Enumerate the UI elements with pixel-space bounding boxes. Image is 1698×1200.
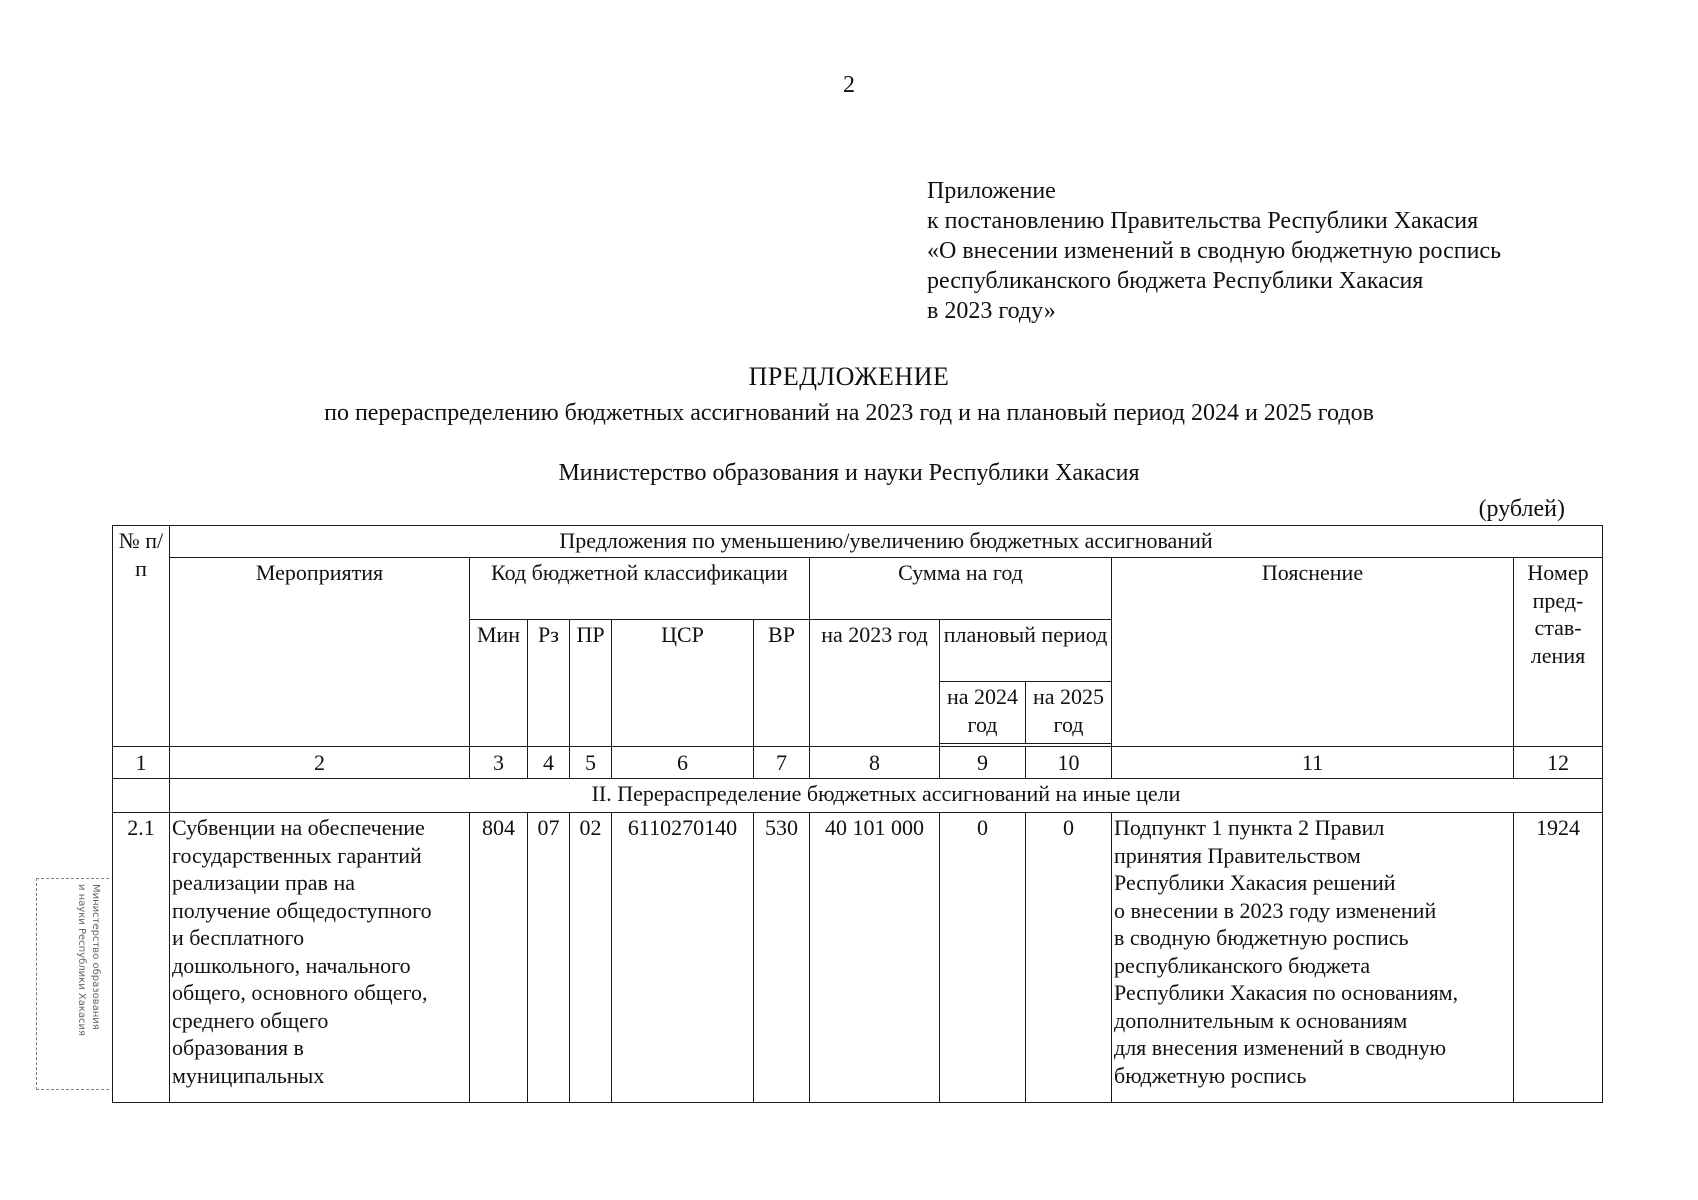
column-number: 8 — [810, 747, 940, 779]
column-number: 3 — [470, 747, 528, 779]
row-rz: 07 — [528, 813, 570, 1103]
column-number: 2 — [170, 747, 470, 779]
header-sum: Сумма на год — [810, 558, 1112, 620]
row-min: 804 — [470, 813, 528, 1103]
allocation-table — [112, 525, 1603, 1103]
row-rep-number: 1924 — [1514, 813, 1603, 1103]
units-label: (рублей) — [1478, 496, 1565, 522]
row-2023: 40 101 000 — [810, 813, 940, 1103]
column-number: 9 — [940, 747, 1026, 779]
appendix-line: Приложение — [927, 178, 1056, 204]
row-measure: Субвенции на обеспечение государственных гарантий реализации прав на получение общедоступного и бесплатного дошкольного, начального общего, основного общего, среднего общего образования в муниципальных — [170, 813, 470, 1103]
row-2024: 0 — [940, 813, 1026, 1103]
header-rep-number: Номер пред-став-ления — [1514, 558, 1603, 747]
header-code: Код бюджетной классификации — [470, 558, 810, 620]
column-number: 7 — [754, 747, 810, 779]
header-vr: ВР — [754, 620, 810, 747]
row-vr: 530 — [754, 813, 810, 1103]
row-csr: 6110270140 — [612, 813, 754, 1103]
column-number: 5 — [570, 747, 612, 779]
page-number: 2 — [843, 72, 855, 98]
appendix-line: республиканского бюджета Республики Хакасия — [927, 268, 1424, 294]
header-2025: на 2025 год — [1026, 682, 1112, 744]
ministry-name: Министерство образования и науки Республики Хакасия — [558, 460, 1140, 486]
row-num: 2.1 — [113, 813, 170, 1103]
appendix-line: к постановлению Правительства Республики Хакасия — [927, 208, 1479, 234]
appendix-line: в 2023 году» — [927, 298, 1056, 324]
header-2023: на 2023 год — [810, 620, 940, 747]
stamp-text: Министерство образования и науки Республики Хакасия — [76, 884, 101, 1037]
column-number: 11 — [1112, 747, 1514, 779]
column-number: 6 — [612, 747, 754, 779]
document-title: ПРЕДЛОЖЕНИЕ — [748, 362, 950, 391]
header-min: Мин — [470, 620, 528, 747]
header-rz: Рз — [528, 620, 570, 747]
row-pr: 02 — [570, 813, 612, 1103]
header-2024: на 2024 год — [940, 682, 1026, 744]
row-2025: 0 — [1026, 813, 1112, 1103]
section-title: II. Перераспределение бюджетных ассигнований на иные цели — [170, 779, 1603, 813]
header-csr: ЦСР — [612, 620, 754, 747]
header-num: № п/п — [113, 526, 170, 747]
column-number: 10 — [1026, 747, 1112, 779]
column-number: 12 — [1514, 747, 1603, 779]
document-subtitle: по перераспределению бюджетных ассигнований на 2023 год и на плановый период 2024 и 2025 годов — [324, 400, 1374, 426]
column-number: 1 — [113, 747, 170, 779]
row-explanation: Подпункт 1 пункта 2 Правил принятия Правительством Республики Хакасия решений о внесении в 2023 году изменений в сводную бюджетную роспись республиканского бюджета Республики Хакасия по основаниям, дополнительным к основаниям для внесения изменений в сводную бюджетную роспись — [1112, 813, 1514, 1103]
header-proposals: Предложения по уменьшению/увеличению бюджетных ассигнований — [170, 526, 1603, 558]
header-planned-period: плановый период — [940, 620, 1112, 682]
header-explanation: Пояснение — [1112, 558, 1514, 747]
appendix-line: «О внесении изменений в сводную бюджетную роспись — [927, 238, 1502, 264]
header-measures: Мероприятия — [170, 558, 470, 747]
header-pr: ПР — [570, 620, 612, 747]
column-number: 4 — [528, 747, 570, 779]
appendix-block — [927, 176, 1501, 326]
